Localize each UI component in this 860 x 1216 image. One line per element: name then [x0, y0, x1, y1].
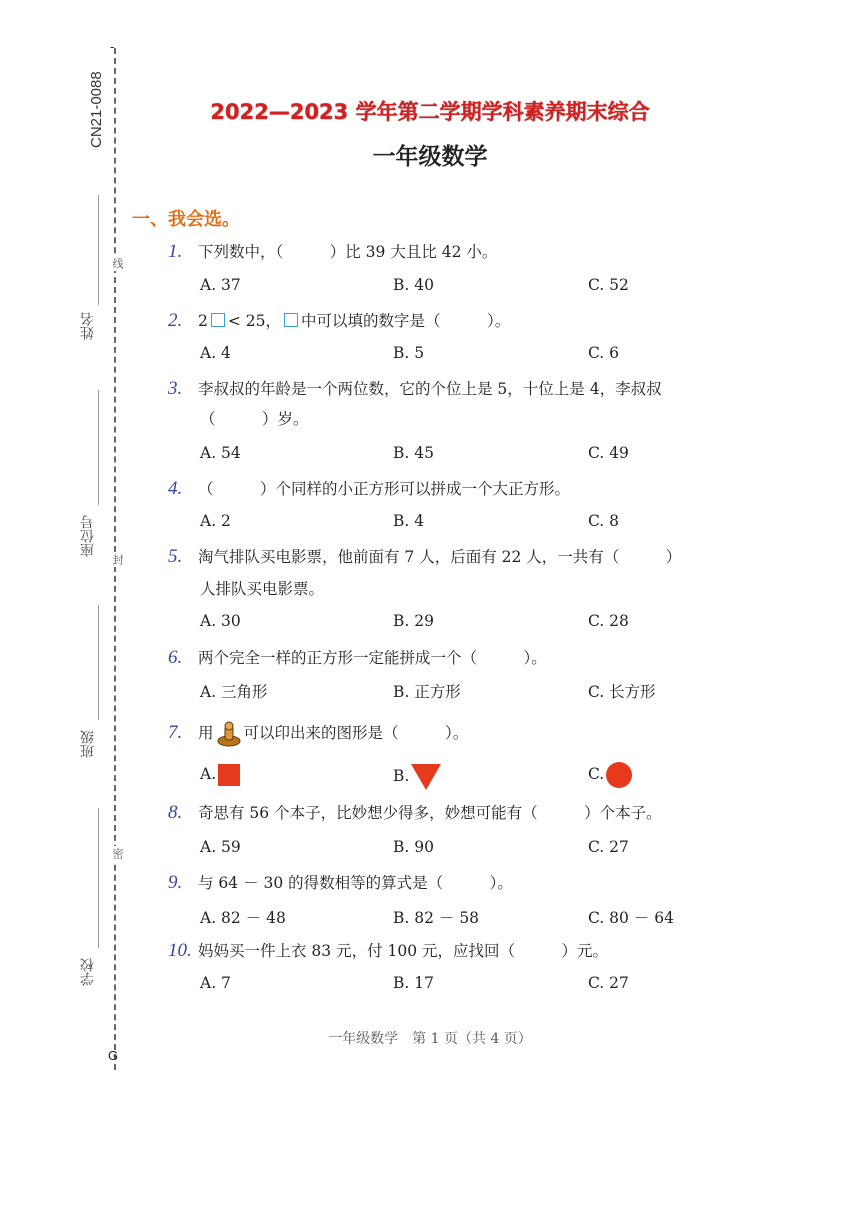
question-4	[168, 474, 808, 504]
question-1	[168, 237, 808, 267]
question-2	[168, 306, 808, 336]
paper-code: CN21-0088	[88, 71, 105, 148]
question-number: 5.	[168, 546, 183, 567]
option-c: C. 80 － 64	[588, 909, 674, 927]
binding-top-mark: -	[110, 40, 115, 55]
question-text: 两个完全一样的正方形一定能拼成一个（ ）。	[198, 649, 547, 667]
question-7	[168, 718, 808, 748]
question-number: 4.	[168, 478, 183, 499]
question-number: 9.	[168, 872, 183, 893]
question-10	[168, 936, 808, 966]
page-footer: 一年级数学 第 1 页（共 4 页）	[328, 1031, 532, 1047]
question-text: 奇思有 56 个本子，比妙想少得多，妙想可能有（ ）个本子。	[198, 804, 662, 822]
option-c: C. 52	[588, 276, 629, 294]
option-a: A. 82 － 48	[200, 909, 286, 927]
option-b: B. 45	[393, 444, 434, 462]
exam-title: 2022—2023 学年第二学期学科素养期末综合	[210, 100, 650, 124]
option-label: A.	[200, 765, 217, 783]
section-title: 一、我会选。	[132, 209, 240, 230]
field-name-label: 姓名	[80, 312, 96, 340]
option-b: B. 29	[393, 612, 434, 630]
option-c: C. 27	[588, 974, 629, 992]
option-a	[200, 764, 240, 786]
option-c: C. 长方形	[588, 683, 656, 701]
option-label: C.	[588, 765, 605, 783]
question-text: 淘气排队买电影票，他前面有 7 人，后面有 22 人，一共有（ ）	[198, 548, 682, 566]
blank-box-icon	[211, 313, 225, 327]
option-b: B. 5	[393, 344, 425, 362]
question-number: 6.	[168, 647, 183, 668]
option-a: A. 2	[200, 512, 231, 530]
question-number: 1.	[168, 241, 183, 262]
field-seat-line	[98, 390, 99, 505]
option-c: C. 6	[588, 344, 620, 362]
option-a: A. 59	[200, 838, 241, 856]
stamp-icon	[216, 721, 242, 747]
question-number: 2.	[168, 310, 183, 331]
binding-word-seal: 封	[111, 554, 124, 565]
option-a: A. 54	[200, 444, 241, 462]
option-a: A. 37	[200, 276, 241, 294]
question-number: 7.	[168, 722, 183, 743]
question-6	[168, 643, 808, 673]
exam-subtitle: 一年级数学	[372, 143, 488, 170]
option-a: A. 7	[200, 974, 231, 992]
question-text-mid: < 25，	[227, 312, 282, 330]
option-b: B. 4	[393, 512, 425, 530]
option-b: B. 40	[393, 276, 434, 294]
field-school-line	[98, 808, 99, 948]
question-3-line2: （ ）岁。	[200, 410, 309, 428]
question-5	[168, 542, 788, 572]
question-text: 下列数中，（ ）比 39 大且比 42 小。	[198, 243, 498, 261]
question-text-post: 中可以填的数字是（ ）。	[301, 312, 511, 330]
option-b	[393, 764, 441, 790]
binding-word-secret: 密	[111, 848, 124, 859]
field-school-label: 学校	[80, 958, 96, 986]
question-text: 李叔叔的年龄是一个两位数，它的个位上是 5，十位上是 4，李叔叔	[198, 380, 662, 398]
option-c: C. 8	[588, 512, 620, 530]
option-b: B. 17	[393, 974, 434, 992]
option-a: A. 30	[200, 612, 241, 630]
option-a: A. 三角形	[200, 683, 268, 701]
option-b: B. 正方形	[393, 683, 461, 701]
option-b: B. 82 － 58	[393, 909, 480, 927]
field-seat-label: 座位号	[80, 515, 96, 557]
question-3	[168, 374, 808, 404]
question-number: 8.	[168, 802, 183, 823]
option-c: C. 28	[588, 612, 629, 630]
binding-word-line: 线	[111, 258, 124, 269]
question-text: 妈妈买一件上衣 83 元，付 100 元，应找回（ ）元。	[198, 942, 609, 960]
red-square-icon	[218, 764, 240, 786]
option-label: B.	[393, 767, 410, 785]
question-9	[168, 868, 808, 898]
red-circle-icon	[606, 762, 632, 788]
question-text: 与 64 － 30 的得数相等的算式是（ ）。	[198, 874, 513, 892]
blank-box-icon	[284, 313, 298, 327]
option-b: B. 90	[393, 838, 434, 856]
field-class-line	[98, 605, 99, 720]
option-c: C. 49	[588, 444, 629, 462]
option-c: C. 27	[588, 838, 629, 856]
question-text-pre: 2	[198, 312, 208, 330]
binding-bottom-mark: G	[108, 1048, 119, 1063]
question-text-pre: 用	[198, 724, 214, 742]
field-name-line	[98, 195, 99, 305]
question-8	[168, 798, 808, 828]
question-number: 10.	[168, 940, 192, 961]
question-number: 3.	[168, 378, 183, 399]
red-triangle-icon	[411, 764, 441, 790]
question-text-post: 可以印出来的图形是（ ）。	[243, 724, 469, 742]
field-class-label: 班级	[80, 730, 96, 758]
question-text: （ ）个同样的小正方形可以拼成一个大正方形。	[198, 480, 571, 498]
option-a: A. 4	[200, 344, 231, 362]
option-c	[588, 762, 632, 788]
question-5-line2: 人排队买电影票。	[200, 580, 325, 598]
